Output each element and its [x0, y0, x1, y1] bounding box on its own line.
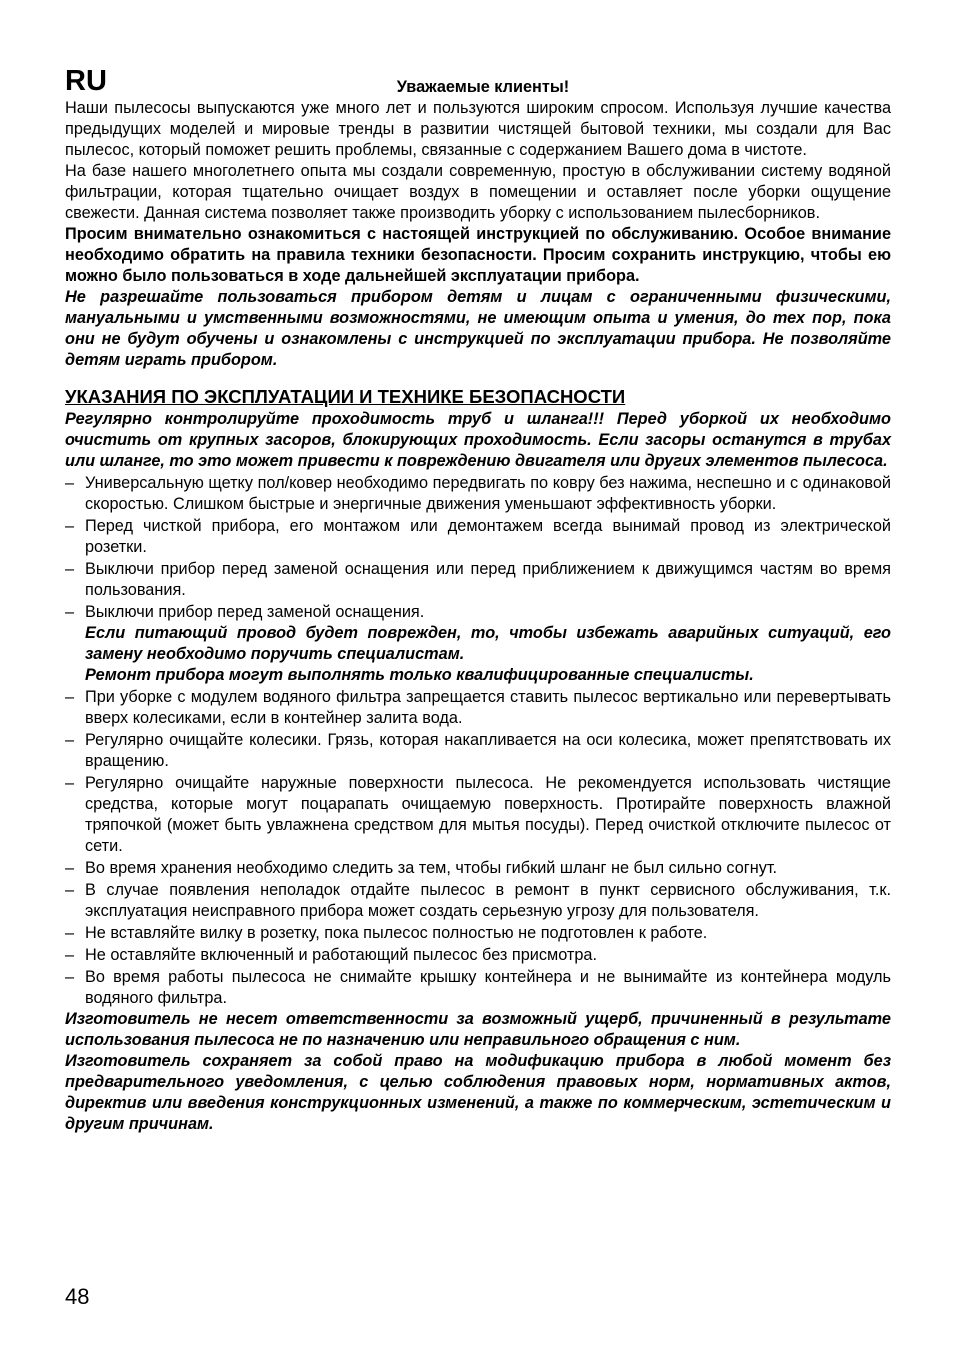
list-item-text: Выключи прибор перед заменой оснащения или перед приближением к движущимся частям во время пользования. — [85, 560, 891, 599]
list-item — [65, 730, 891, 772]
list-item — [65, 773, 891, 857]
bullet-dash: – — [65, 731, 75, 749]
list-item-text: Регулярно очищайте наружные поверхности пылесоса. Не рекомендуется использовать чистящие средства, которые могут поцарапать очищаемую поверхность. Протирайте поверхность влажной тряпочкой (может быть увлажнена средством для мытья посуды). Перед очисткой отключите пылесос от сети. — [85, 774, 891, 855]
bullet-dash: – — [65, 688, 75, 706]
disclaimer-liability: Изготовитель не несет ответственности за возможный ущерб, причиненный в результате использования пылесоса не по назначению или неправильного обращения с ним. — [65, 1010, 891, 1049]
list-item — [65, 516, 891, 558]
bullet-dash: – — [65, 881, 75, 899]
bullet-dash: – — [65, 968, 75, 986]
bullet-dash: – — [65, 924, 75, 942]
list-item — [65, 923, 891, 944]
manual-page — [65, 64, 891, 1135]
list-item-text: Универсальную щетку пол/ковер необходимо передвигать по ковру без нажима, неспешно и с одинаковой скоростью. Слишком быстрые и энергичные движения уменьшают эффективность уборки. — [85, 474, 891, 513]
instruction-notice: Просим внимательно ознакомиться с настоящей инструкцией по обслуживанию. Особое внимание необходимо обратить на правила техники безопасности. Просим сохранить инструкцию, чтобы ею можно было пользоваться в ходе дальнейшей эксплуатации прибора. — [65, 225, 891, 285]
bullet-dash: – — [65, 603, 75, 621]
list-item-text: При уборке с модулем водяного фильтра запрещается ставить пылесос вертикально или перевертывать вверх колесиками, если в контейнер залита вода. — [85, 688, 891, 727]
bullet-dash: – — [65, 517, 75, 535]
list-item-text: Перед чисткой прибора, его монтажом или демонтажем всегда вынимай провод из электрической розетки. — [85, 517, 891, 556]
bullet-dash: – — [65, 859, 75, 877]
list-item-text: В случае появления неполадок отдайте пылесос в ремонт в пункт сервисного обслуживания, т.к. эксплуатация неисправного прибора может создать серьезную угрозу для пользователя. — [85, 881, 891, 920]
list-item-text: Выключи прибор перед заменой оснащения. — [85, 603, 425, 621]
bullet-dash: – — [65, 774, 75, 792]
list-item — [65, 559, 891, 601]
list-item-text: Во время работы пылесоса не снимайте крышку контейнера и не вынимайте из контейнера модуль водяного фильтра. — [85, 968, 891, 1007]
bullet-dash: – — [65, 474, 75, 492]
list-item — [65, 945, 891, 966]
list-item — [65, 967, 891, 1009]
list-item-text: Не оставляйте включенный и работающий пылесос без присмотра. — [85, 946, 597, 964]
list-item — [65, 858, 891, 879]
page-number: 48 — [65, 1284, 90, 1309]
instructions-list-a — [65, 473, 891, 623]
repair-warning: Ремонт прибора могут выполнять только квалифицированные специалисты. — [85, 666, 754, 684]
list-item — [65, 602, 891, 623]
greeting-title: Уважаемые клиенты! — [396, 78, 570, 96]
list-item — [65, 880, 891, 922]
hose-warning: Регулярно контролируйте проходимость труб и шланга!!! Перед уборкой их необходимо очистить от крупных засоров, блокирующих проходимость. Если засоры останутся в трубах или шланге, то это может привести к повреждению двигателя или других элементов пылесоса. — [65, 410, 891, 470]
list-item-text: Во время хранения необходимо следить за тем, чтобы гибкий шланг не был сильно согнут. — [85, 859, 778, 877]
list-item-text: Не вставляйте вилку в розетку, пока пылесос полностью не подготовлен к работе. — [85, 924, 708, 942]
bullet-dash: – — [65, 946, 75, 964]
instructions-list-b — [65, 687, 891, 1009]
language-code: RU — [65, 65, 107, 97]
bullet-dash: – — [65, 560, 75, 578]
children-warning: Не разрешайте пользоваться прибором детям и лицам с ограниченными физическими, мануальными и умственными возможностями, не имеющим опыта и умения, до тех пор, пока они не будут обучены и ознакомлены с инструкцией по эксплуатации прибора. Не позволяйте детям играть прибором. — [65, 288, 891, 369]
disclaimer-modification: Изготовитель сохраняет за собой право на модификацию прибора в любой момент без предварительного уведомления, с целью соблюдения правовых норм, нормативных актов, директив или введения конструкционных изменений, а также по коммерческим, эстетическим и другим причинам. — [65, 1052, 891, 1133]
intro-paragraph-1: Наши пылесосы выпускаются уже много лет и пользуются широким спросом. Используя лучшие качества предыдущих моделей и мировые тренды в развитии чистящей бытовой техники, мы создали для Вас пылесос, который поможет решить проблемы, связанные с содержанием Вашего дома в чистоте. — [65, 99, 891, 159]
section-heading: УКАЗАНИЯ ПО ЭКСПЛУАТАЦИИ И ТЕХНИКЕ БЕЗОПАСНОСТИ — [65, 386, 626, 407]
list-item — [65, 687, 891, 729]
list-item — [65, 473, 891, 515]
list-item-text: Регулярно очищайте колесики. Грязь, которая накапливается на оси колесика, может препятствовать их вращению. — [85, 731, 891, 770]
intro-paragraph-2: На базе нашего многолетнего опыта мы создали современную, простую в обслуживании систему водяной фильтрации, которая тщательно очищает воздух в помещении и оставляет после уборки ощущение свежести. Данная система позволяет также производить уборку с использованием пылесборников. — [65, 162, 891, 222]
cord-warning: Если питающий провод будет поврежден, то, чтобы избежать аварийных ситуаций, его замену необходимо поручить специалистам. — [85, 624, 891, 663]
